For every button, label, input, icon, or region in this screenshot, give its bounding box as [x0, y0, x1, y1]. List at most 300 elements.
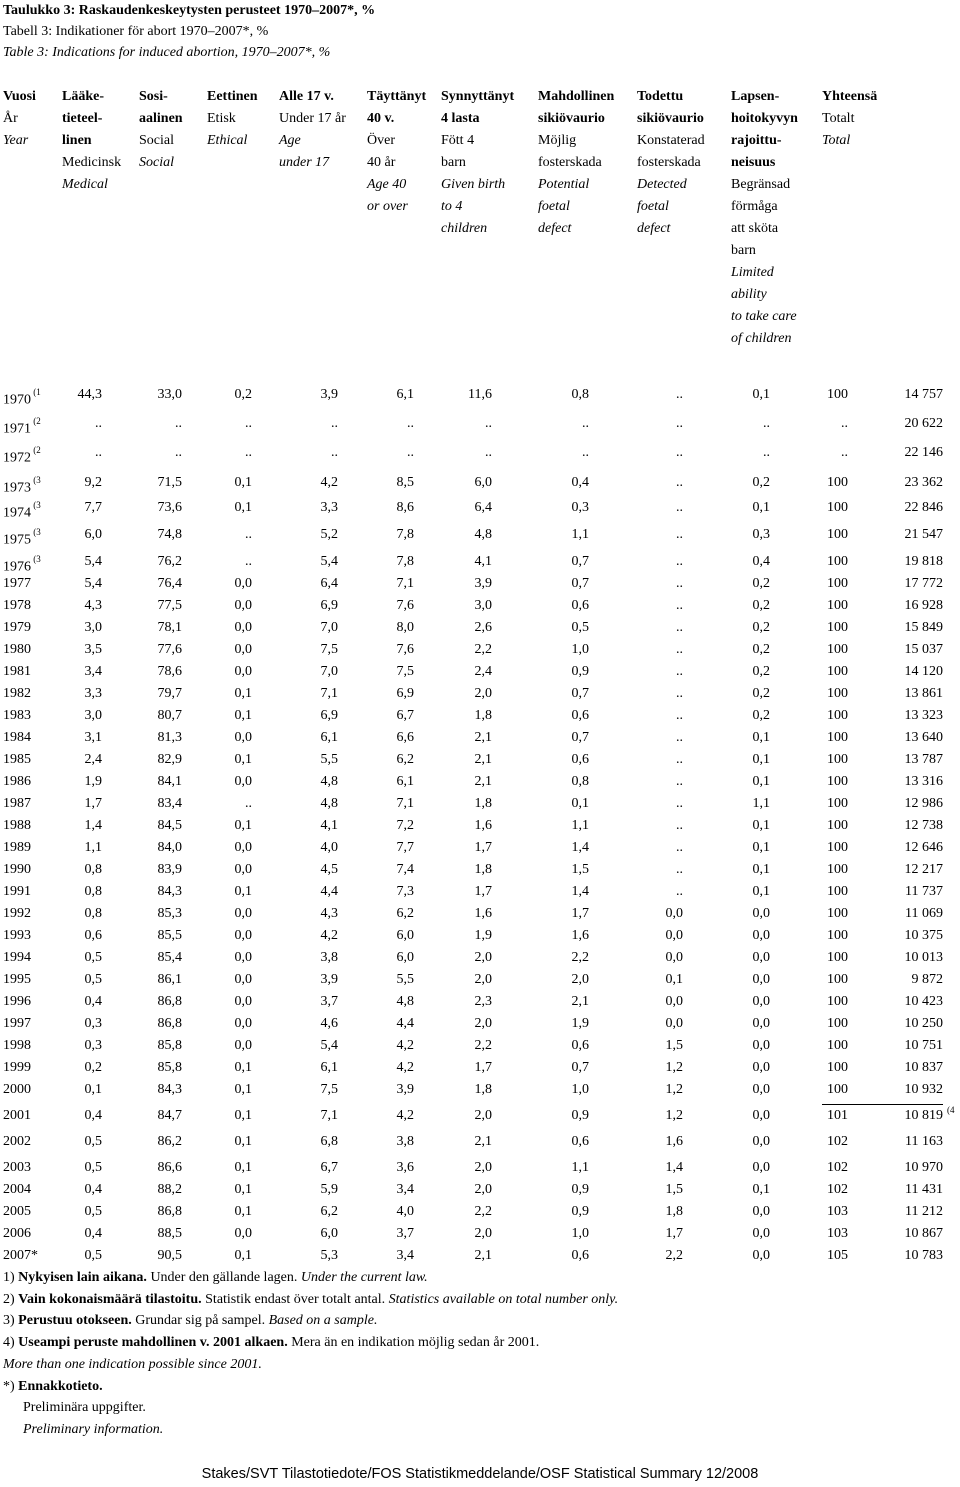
table-cell: 1,7: [474, 1060, 492, 1075]
header-line: Age 40: [367, 177, 407, 192]
table-cell: 0,7: [571, 576, 589, 591]
table-cell: 86,8: [157, 994, 182, 1009]
footnote-marker: (2: [31, 416, 41, 426]
table-cell: ..: [676, 527, 683, 542]
table-cell: 2,0: [474, 686, 492, 701]
table-cell: 6,1: [396, 774, 414, 789]
table-cell: 0,1: [234, 818, 252, 833]
header-line: ability: [731, 287, 767, 302]
table-cell: 100: [827, 928, 848, 943]
header-line: Limited: [731, 265, 774, 280]
footnote-line: [3, 1419, 618, 1441]
table-cell: 0,1: [571, 796, 589, 811]
table-cell: 80,7: [157, 708, 182, 723]
table-cell: ..: [407, 445, 414, 460]
header-line: 40 v.: [367, 111, 395, 126]
table-row: [0, 618, 960, 638]
table-cell: 4,3: [320, 906, 338, 921]
header-line: hoitokyvyn: [731, 111, 798, 126]
table-cell: 7,5: [320, 642, 338, 657]
page-footer: Stakes/SVT Tilastotiedote/FOS Statistikmeddelande/OSF Statistical Summary 12/2008: [201, 1466, 759, 1482]
table-cell: 1,1: [571, 527, 589, 542]
table-cell: 1,4: [665, 1160, 683, 1175]
table-cell: 6,9: [320, 598, 338, 613]
table-cell: 5,4: [84, 554, 102, 569]
year-cell: 2000: [3, 1082, 31, 1097]
table-cell: 4,4: [320, 884, 338, 899]
table-cell: 3,0: [84, 708, 102, 723]
table-cell: 0,5: [571, 620, 589, 635]
table-cell: 0,3: [571, 500, 589, 515]
table-cell: 0,1: [234, 708, 252, 723]
header-line: År: [3, 111, 18, 126]
table-cell: 85,8: [157, 1038, 182, 1053]
table-cell: 7,7: [84, 500, 102, 515]
table-cell: 0,5: [84, 1134, 102, 1149]
table-cell: 3,0: [474, 598, 492, 613]
year-cell: 2006: [3, 1226, 31, 1241]
header-line: Mahdollinen: [538, 89, 615, 104]
table-cell: 7,5: [320, 1082, 338, 1097]
table-cell: 0,0: [752, 928, 770, 943]
table-cell: 74,8: [157, 527, 182, 542]
footnote-marker: (3: [31, 554, 41, 564]
table-cell: 1,2: [665, 1060, 683, 1075]
table-cell: 78,6: [157, 664, 182, 679]
table-cell: 82,9: [157, 752, 182, 767]
table-cell: 4,3: [84, 598, 102, 613]
header-line: Under 17 år: [279, 111, 346, 126]
header-col-2: [139, 86, 183, 174]
table-cell: 102: [827, 1134, 848, 1149]
table-cell: 83,4: [157, 796, 182, 811]
table-cell: 5,5: [320, 752, 338, 767]
table-row: [0, 1158, 960, 1178]
table-cell: 2,2: [571, 950, 589, 965]
table-cell: 4,0: [396, 1204, 414, 1219]
table-cell: 0,2: [752, 475, 770, 490]
table-cell: ..: [676, 416, 683, 431]
table-cell: 0,2: [752, 620, 770, 635]
header-line: Social: [139, 155, 174, 170]
table-cell: 3,3: [84, 686, 102, 701]
table-cell: 7,6: [396, 598, 414, 613]
header-line: Vuosi: [3, 89, 36, 104]
table-cell: ..: [676, 445, 683, 460]
table-cell: 6,9: [396, 686, 414, 701]
table-cell: 100: [827, 862, 848, 877]
table-cell: 13 316: [904, 774, 943, 789]
year-cell: 2003: [3, 1160, 31, 1175]
table-cell: 1,8: [665, 1204, 683, 1219]
table-cell: 0,1: [752, 774, 770, 789]
table-cell: 1,7: [474, 840, 492, 855]
header-line: Eettinen: [207, 89, 258, 104]
table-row: [0, 926, 960, 946]
title-sv: Tabell 3: Indikationer för abort 1970–2007*, %: [3, 24, 269, 39]
table-cell: 71,5: [157, 475, 182, 490]
table-cell: 7,4: [396, 862, 414, 877]
table-cell: 44,3: [77, 387, 102, 402]
table-row: [0, 552, 960, 575]
table-cell: 6,1: [396, 387, 414, 402]
table-cell: 100: [827, 598, 848, 613]
header-line: Year: [3, 133, 29, 148]
table-cell: 10 867: [904, 1226, 943, 1241]
table-cell: 0,4: [752, 554, 770, 569]
table-cell: ..: [676, 752, 683, 767]
table-cell: 2,1: [474, 1248, 492, 1263]
table-cell: 1,8: [474, 796, 492, 811]
table-cell: 16 928: [904, 598, 943, 613]
table-row: [0, 1106, 960, 1126]
table-cell: 0,0: [234, 774, 252, 789]
table-cell: 0,1: [752, 387, 770, 402]
table-cell: 7,2: [396, 818, 414, 833]
table-cell: 0,9: [571, 1182, 589, 1197]
year-cell: 2001: [3, 1108, 31, 1123]
table-cell: 11 737: [905, 884, 943, 899]
table-cell: 1,8: [474, 1082, 492, 1097]
table-cell: 0,5: [84, 1160, 102, 1175]
table-cell: 1,9: [474, 928, 492, 943]
table-row: [0, 473, 960, 496]
title-en: Table 3: Indications for induced abortion, 1970–2007*, %: [3, 45, 331, 60]
table-cell: 103: [827, 1226, 848, 1241]
footnote-text: Ennakkotieto.: [18, 1378, 103, 1394]
table-cell: ..: [245, 554, 252, 569]
table-cell: 7,0: [320, 664, 338, 679]
table-cell: 102: [827, 1182, 848, 1197]
table-cell: 9,2: [84, 475, 102, 490]
header-line: Lapsen-: [731, 89, 780, 104]
table-cell: 6,2: [396, 752, 414, 767]
table-cell: 84,1: [157, 774, 182, 789]
table-cell: ..: [676, 730, 683, 745]
year-cell: 1977: [3, 576, 31, 591]
table-cell: 0,0: [752, 1016, 770, 1031]
table-cell: 86,2: [157, 1134, 182, 1149]
table-cell: 3,7: [396, 1226, 414, 1241]
table-cell: 8,0: [396, 620, 414, 635]
table-cell: 0,1: [752, 500, 770, 515]
table-cell: 100: [827, 1082, 848, 1097]
table-cell: 6,4: [474, 500, 492, 515]
table-cell: 0,6: [571, 1038, 589, 1053]
table-cell: 6,0: [396, 950, 414, 965]
table-cell: 100: [827, 774, 848, 789]
table-row: [0, 904, 960, 924]
footnote-text: Under the current law.: [300, 1270, 428, 1285]
table-cell: 12 986: [904, 796, 943, 811]
footnote-text: Statistik endast över totalt antal.: [201, 1291, 389, 1307]
footnote-text: Under den gällande lagen.: [146, 1270, 301, 1285]
table-row: [0, 1036, 960, 1056]
table-cell: ..: [676, 708, 683, 723]
table-cell: 1,2: [665, 1082, 683, 1097]
table-cell: ..: [676, 387, 683, 402]
header-col-7: [538, 86, 614, 240]
table-cell: 9 872: [911, 972, 943, 987]
table-cell: 0,0: [234, 994, 252, 1009]
table-cell: 4,8: [396, 994, 414, 1009]
table-cell: ..: [331, 445, 338, 460]
year-cell: 1998: [3, 1038, 31, 1053]
table-cell: 14 757: [904, 387, 943, 402]
table-cell: 5,2: [320, 527, 338, 542]
table-cell: ..: [407, 416, 414, 431]
table-cell: 2,1: [571, 994, 589, 1009]
header-line: tieteel-: [62, 111, 103, 126]
table-cell: 0,7: [571, 730, 589, 745]
table-cell: 6,1: [320, 1060, 338, 1075]
table-row: [0, 525, 960, 548]
table-cell: 0,0: [752, 906, 770, 921]
header-line: to 4: [441, 199, 463, 214]
table-cell: ..: [582, 416, 589, 431]
table-cell: 2,1: [474, 774, 492, 789]
footnote-text: Grundar sig på sampel.: [131, 1313, 269, 1329]
year-cell: 2007*: [3, 1248, 38, 1263]
table-cell: 77,5: [157, 598, 182, 613]
table-cell: 5,4: [84, 576, 102, 591]
table-cell: 100: [827, 708, 848, 723]
table-row: [0, 882, 960, 902]
year-cell: 1976 $^{(3}$: [3, 554, 41, 575]
table-cell: 1,0: [571, 1226, 589, 1241]
table-cell: ..: [245, 527, 252, 542]
table-cell: 0,8: [571, 774, 589, 789]
header-line: Potential: [538, 177, 590, 192]
table-row: [0, 1224, 960, 1244]
table-cell: 11 069: [905, 906, 943, 921]
table-cell: 0,5: [84, 972, 102, 987]
footnotes: [3, 1267, 618, 1441]
table-cell: 0,1: [234, 1182, 252, 1197]
year-cell: 1980: [3, 642, 31, 657]
table-cell: 100: [827, 620, 848, 635]
table-cell: 84,3: [157, 884, 182, 899]
table-cell: 0,0: [234, 1226, 252, 1241]
table-cell: 100: [827, 994, 848, 1009]
table-cell: 1,7: [474, 884, 492, 899]
table-cell: 6,0: [474, 475, 492, 490]
footnote-text: Mera än en indikation möjlig sedan år 2001.: [287, 1335, 540, 1351]
table-cell: 1,0: [571, 642, 589, 657]
table-cell: 4,2: [396, 1038, 414, 1053]
table-cell: 100: [827, 796, 848, 811]
header-line: Etisk: [207, 111, 236, 126]
table-cell: 0,3: [84, 1016, 102, 1031]
table-cell: ..: [245, 416, 252, 431]
year-cell: 2004: [3, 1182, 31, 1197]
table-cell: 2,2: [665, 1248, 683, 1263]
table-cell: 6,2: [320, 1204, 338, 1219]
table-cell: 0,0: [234, 950, 252, 965]
table-cell: 3,4: [396, 1182, 414, 1197]
table-cell: 4,1: [474, 554, 492, 569]
header-line: Yhteensä: [822, 89, 878, 104]
table-cell: 1,9: [571, 1016, 589, 1031]
table-cell: 3,5: [84, 642, 102, 657]
table-row: [0, 816, 960, 836]
table-cell: 8,5: [396, 475, 414, 490]
table-cell: 4,1: [320, 818, 338, 833]
table-cell: 22 146: [904, 445, 943, 460]
table-row: [0, 498, 960, 521]
table-cell: 0,1: [234, 1160, 252, 1175]
table-cell: 1,5: [665, 1038, 683, 1053]
table-cell: 1,7: [84, 796, 102, 811]
table-cell: 7,5: [396, 664, 414, 679]
table-cell: 0,0: [234, 664, 252, 679]
table-cell: ..: [245, 796, 252, 811]
footnote-text: Useampi peruste mahdollinen v. 2001 alkaen.: [18, 1335, 288, 1351]
header-line: Todettu: [637, 89, 684, 104]
table-cell: 0,4: [84, 1108, 102, 1123]
footnote-text: 2): [3, 1291, 19, 1307]
table-cell: 0,1: [752, 1182, 770, 1197]
header-line: förmåga: [731, 199, 778, 214]
table-cell: 2,2: [474, 642, 492, 657]
table-cell: 100: [827, 840, 848, 855]
table-cell: 7,1: [396, 576, 414, 591]
table-cell: 7,3: [396, 884, 414, 899]
header-line: neisuus: [731, 155, 776, 170]
table-cell: 7,1: [396, 796, 414, 811]
table-cell: 0,3: [752, 527, 770, 542]
table-row: [0, 838, 960, 858]
table-cell: 2,4: [474, 664, 492, 679]
table-cell: 0,6: [571, 1134, 589, 1149]
table-cell: 78,1: [157, 620, 182, 635]
table-cell: 0,1: [752, 840, 770, 855]
year-cell: 1971 $^{(2}$: [3, 416, 41, 437]
table-cell: 6,8: [320, 1134, 338, 1149]
footnote-line: [3, 1376, 618, 1398]
table-cell: 0,8: [84, 884, 102, 899]
table-cell: ..: [676, 642, 683, 657]
table-cell: 3,1: [84, 730, 102, 745]
header-col-0: [3, 86, 36, 152]
table-cell: ..: [676, 475, 683, 490]
table-cell: 1,0: [571, 1082, 589, 1097]
table-cell: 10 932: [904, 1082, 943, 1097]
table-cell: 13 323: [904, 708, 943, 723]
table-cell: ..: [175, 416, 182, 431]
year-cell: 1994: [3, 950, 31, 965]
year-cell: 1989: [3, 840, 31, 855]
year-cell: 1974 $^{(3}$: [3, 500, 41, 521]
table-cell: ..: [676, 500, 683, 515]
table-cell: 0,1: [234, 1248, 252, 1263]
table-cell: 0,2: [84, 1060, 102, 1075]
table-row: [0, 1080, 960, 1100]
table-row: [0, 860, 960, 880]
table-cell: 0,0: [665, 994, 683, 1009]
table-row: [0, 1180, 960, 1200]
table-cell: 0,0: [234, 862, 252, 877]
table-cell: 3,3: [320, 500, 338, 515]
table-row: [0, 684, 960, 704]
table-cell: 0,7: [571, 686, 589, 701]
year-cell: 1999: [3, 1060, 31, 1075]
table-cell: 1,5: [571, 862, 589, 877]
header-line: Total: [822, 133, 851, 148]
table-cell: ..: [763, 416, 770, 431]
table-cell: 5,4: [320, 1038, 338, 1053]
table-cell: 0,1: [234, 1082, 252, 1097]
year-cell: 1983: [3, 708, 31, 723]
table-cell: 0,0: [752, 1082, 770, 1097]
header-line: Lääke-: [62, 89, 104, 104]
footnote-text: More than one indication possible since 2001.: [3, 1356, 262, 1372]
table-cell: 100: [827, 686, 848, 701]
table-cell: ..: [676, 664, 683, 679]
table-cell: 0,0: [234, 576, 252, 591]
table-cell: 6,0: [320, 1226, 338, 1241]
table-cell: 6,1: [320, 730, 338, 745]
header-line: foetal: [637, 199, 669, 214]
table-row: [0, 1132, 960, 1152]
header-line: Konstaterad: [637, 133, 705, 148]
footnote-line: [3, 1354, 618, 1376]
footnote-marker: (3: [31, 475, 41, 485]
year-cell: 1984: [3, 730, 31, 745]
table-cell: 0,0: [665, 906, 683, 921]
table-cell: 7,1: [320, 1108, 338, 1123]
footnote-line: [3, 1397, 618, 1419]
table-cell: 100: [827, 387, 848, 402]
table-cell: 6,0: [396, 928, 414, 943]
header-line: Över: [367, 133, 395, 148]
table-cell: 12 217: [904, 862, 943, 877]
table-cell: 6,6: [396, 730, 414, 745]
header-line: sikiövaurio: [538, 111, 605, 126]
header-line: defect: [637, 221, 671, 236]
footnote-line: [3, 1310, 618, 1332]
table-cell: 1,1: [752, 796, 770, 811]
header-line: Given birth: [441, 177, 506, 192]
table-cell: 2,0: [474, 1160, 492, 1175]
table-cell: 3,4: [84, 664, 102, 679]
table-cell: 0,5: [84, 1204, 102, 1219]
table-cell: 100: [827, 752, 848, 767]
table-cell: 5,4: [320, 554, 338, 569]
header-col-10: [822, 86, 877, 152]
table-cell: 2,2: [474, 1038, 492, 1053]
table-row: [0, 1246, 960, 1266]
table-cell: 0,2: [752, 686, 770, 701]
table-cell: 2,4: [84, 752, 102, 767]
table-cell: 0,1: [234, 1060, 252, 1075]
year-cell: 1986: [3, 774, 31, 789]
table-cell: 0,9: [571, 1204, 589, 1219]
table-cell: 0,0: [234, 928, 252, 943]
table-cell: 2,1: [474, 752, 492, 767]
table-cell: 0,0: [234, 598, 252, 613]
table-cell: 2,0: [474, 1108, 492, 1123]
table-cell: 6,7: [320, 1160, 338, 1175]
table-cell: ..: [676, 554, 683, 569]
table-cell: 2,0: [474, 1182, 492, 1197]
table-cell: 4,2: [320, 475, 338, 490]
header-line: defect: [538, 221, 572, 236]
table-cell: 0,2: [752, 576, 770, 591]
year-cell: 1972 $^{(2}$: [3, 445, 41, 466]
table-cell: 0,2: [752, 664, 770, 679]
table-cell: 13 787: [904, 752, 943, 767]
